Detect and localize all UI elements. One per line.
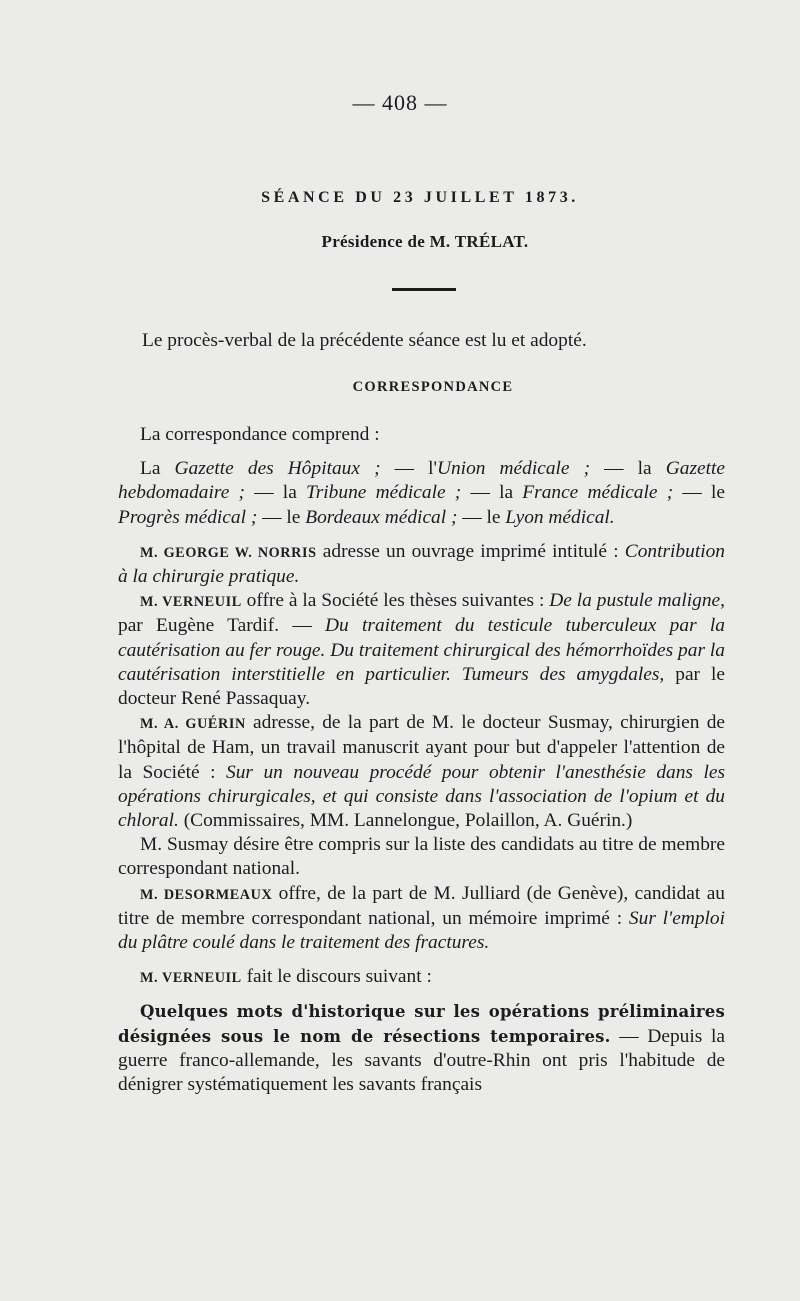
journals-text-6: — le (257, 506, 306, 528)
journals-text-7: — le (457, 506, 506, 528)
guerin-text-0: adresse, de la part de M. le docteur Susmay, chirurgien de l'hôpital de Ham, un travail manuscrit ayant pour but d'appeler l'attention de la Société : (118, 712, 725, 783)
page-number: — 408 — (352, 90, 448, 115)
norris-name: M. GEORGE W. NORRIS (140, 544, 317, 561)
verneuil-discours-text: fait le discours suivant : (241, 966, 432, 988)
presidence-line: Présidence de M. TRÉLAT. (321, 232, 529, 251)
journal-bordeaux-medical: Bordeaux médical ; (305, 506, 458, 528)
guerin-paragraph (118, 711, 725, 833)
guerin-travail-title: Sur un nouveau procédé pour obtenir l'anesthésie dans les opérations chirurgicales, et qui consiste dans l'association de l'opium et du chloral. (118, 761, 726, 832)
journal-lyon-medical: Lyon médical. (505, 506, 615, 528)
correspondance-heading: CORRESPONDANCE (352, 379, 514, 395)
guerin-commissaires: (Commissaires, MM. Lannelongue, Polaillon, A. Guérin.) (178, 810, 633, 832)
journal-tribune-medicale: Tribune médicale ; (306, 482, 462, 504)
correspondance-body (118, 423, 725, 1097)
journal-union-medicale: Union médicale ; (436, 458, 591, 480)
discours-paragraph (118, 1000, 725, 1097)
journals-text-2: — la (590, 458, 666, 480)
desormeaux-name: M. DESORMEAUX (140, 886, 273, 903)
verneuil-text-0: offre à la Société les thèses suivantes : (241, 590, 550, 612)
guerin-name: M. A. GUÉRIN (140, 716, 246, 733)
verneuil-name: M. VERNEUIL (140, 594, 242, 611)
journal-progres-medical: Progrès médical ; (118, 506, 258, 528)
desormeaux-text: offre, de la part de M. Julliard (de Genève), candidat au titre de membre correspondant national, un mémoire imprimé : (118, 882, 725, 929)
journal-gazette-hopitaux: Gazette des Hôpitaux ; (174, 458, 381, 480)
discours-heading: Quelques mots d'historique sur les opérations préliminaires désignées sous le nom de résections temporaires. (118, 1002, 725, 1046)
journals-text-3: — la (244, 482, 307, 504)
seance-title: SÉANCE DU 23 JUILLET 1873. (261, 189, 579, 206)
desormeaux-paragraph (118, 882, 725, 956)
norris-text: adresse un ouvrage imprimé intitulé : (316, 540, 625, 562)
verneuil-text-1: par Eugène Tardif. — (118, 615, 326, 637)
journals-text-4: — la (461, 482, 523, 504)
theses-titles: Du traitement du testicule tuberculeux par la cautérisation au fer rouge. Du traitement chirurgical des hémorrhoïdes par la cautérisation interstitielle en particulier. Tumeurs des amygdales, (118, 615, 725, 685)
these-pustule-maligne: De la pustule maligne, (549, 590, 725, 612)
verneuil-theses-paragraph (118, 589, 725, 711)
proces-verbal: Le procès-verbal de la précédente séance est lu et adopté. (142, 330, 587, 351)
journals-text-5: — le (673, 482, 725, 504)
journals-text-1: — l' (380, 458, 437, 480)
susmay-paragraph: M. Susmay désire être compris sur la liste des candidats au titre de membre correspondant national. (118, 834, 725, 880)
norris-paragraph (118, 540, 725, 589)
title-rule (392, 288, 456, 291)
verneuil-discours-intro (118, 965, 725, 990)
verneuil-text-2: par le docteur René Passaquay. (118, 663, 725, 710)
norris-title: Contribution à la chirurgie pratique. (118, 540, 725, 588)
journals-text-0: La (140, 458, 175, 480)
verneuil-name-2: M. VERNEUIL (140, 970, 242, 987)
journals-paragraph (118, 457, 725, 530)
journal-gazette-hebdomadaire: Gazette hebdomadaire ; (118, 458, 725, 504)
discours-text: — Depuis la guerre franco-allemande, les savants d'outre-Rhin ont pris l'habitude de dénigrer systématiquement les savants français (118, 1025, 725, 1096)
desormeaux-memoire-title: Sur l'emploi du plâtre coulé dans le traitement des fractures. (118, 907, 725, 954)
corr-intro-paragraph: La correspondance comprend : (140, 424, 380, 445)
journal-france-medicale: France médicale ; (522, 482, 674, 504)
